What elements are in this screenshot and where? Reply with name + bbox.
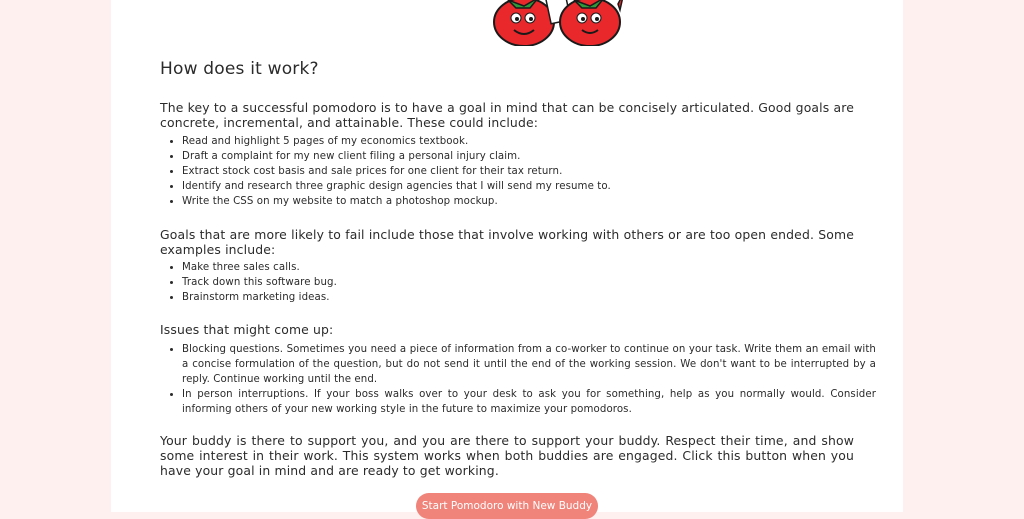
issues-list: [160, 342, 876, 417]
list-item: • Draft a complaint for my new client filing a personal injury claim.: [182, 149, 876, 164]
issues-title: Issues that might come up:: [160, 322, 334, 337]
list-item: • In person interruptions. If your boss walks over to your desk to ask you for something, help as you normally would. Consider informing others of your new working style in the future to maximize your pomodoros.: [182, 387, 876, 417]
list-item: • Make three sales calls.: [182, 260, 876, 275]
content-card: [111, 0, 903, 512]
bad-goals-list: [160, 260, 876, 305]
list-item: • Brainstorm marketing ideas.: [182, 290, 876, 305]
list-item: • Read and highlight 5 pages of my economics textbook.: [182, 134, 876, 149]
tomato-buddies-illustration: [486, 0, 628, 46]
list-item: • Blocking questions. Sometimes you need a piece of information from a co-worker to continue on your task. Write them an email with a concise formulation of the question, but do not send it until the end of the working session. We don't want to be interrupted by a reply. Continue working until the end.: [182, 342, 876, 387]
list-item: • Identify and research three graphic design agencies that I will send my resume to.: [182, 179, 876, 194]
intro-paragraph: The key to a successful pomodoro is to have a goal in mind that can be concisely articulated. Good goals are concrete, incremental, and attainable. These could include:: [160, 100, 854, 130]
page-heading: How does it work?: [160, 59, 319, 79]
closing-paragraph: Your buddy is there to support you, and you are there to support your buddy. Respect their time, and show some interest in their work. This system works when both buddies are engaged. Click this button when you have your goal in mind and are ready to get working.: [160, 433, 854, 478]
start-pomodoro-button[interactable]: Start Pomodoro with New Buddy: [416, 493, 598, 519]
good-goals-list: [160, 134, 876, 209]
list-item: • Write the CSS on my website to match a photoshop mockup.: [182, 194, 876, 209]
list-item: • Extract stock cost basis and sale prices for one client for their tax return.: [182, 164, 876, 179]
list-item: • Track down this software bug.: [182, 275, 876, 290]
bad-goals-paragraph: Goals that are more likely to fail include those that involve working with others or are too open ended. Some examples include:: [160, 227, 854, 257]
